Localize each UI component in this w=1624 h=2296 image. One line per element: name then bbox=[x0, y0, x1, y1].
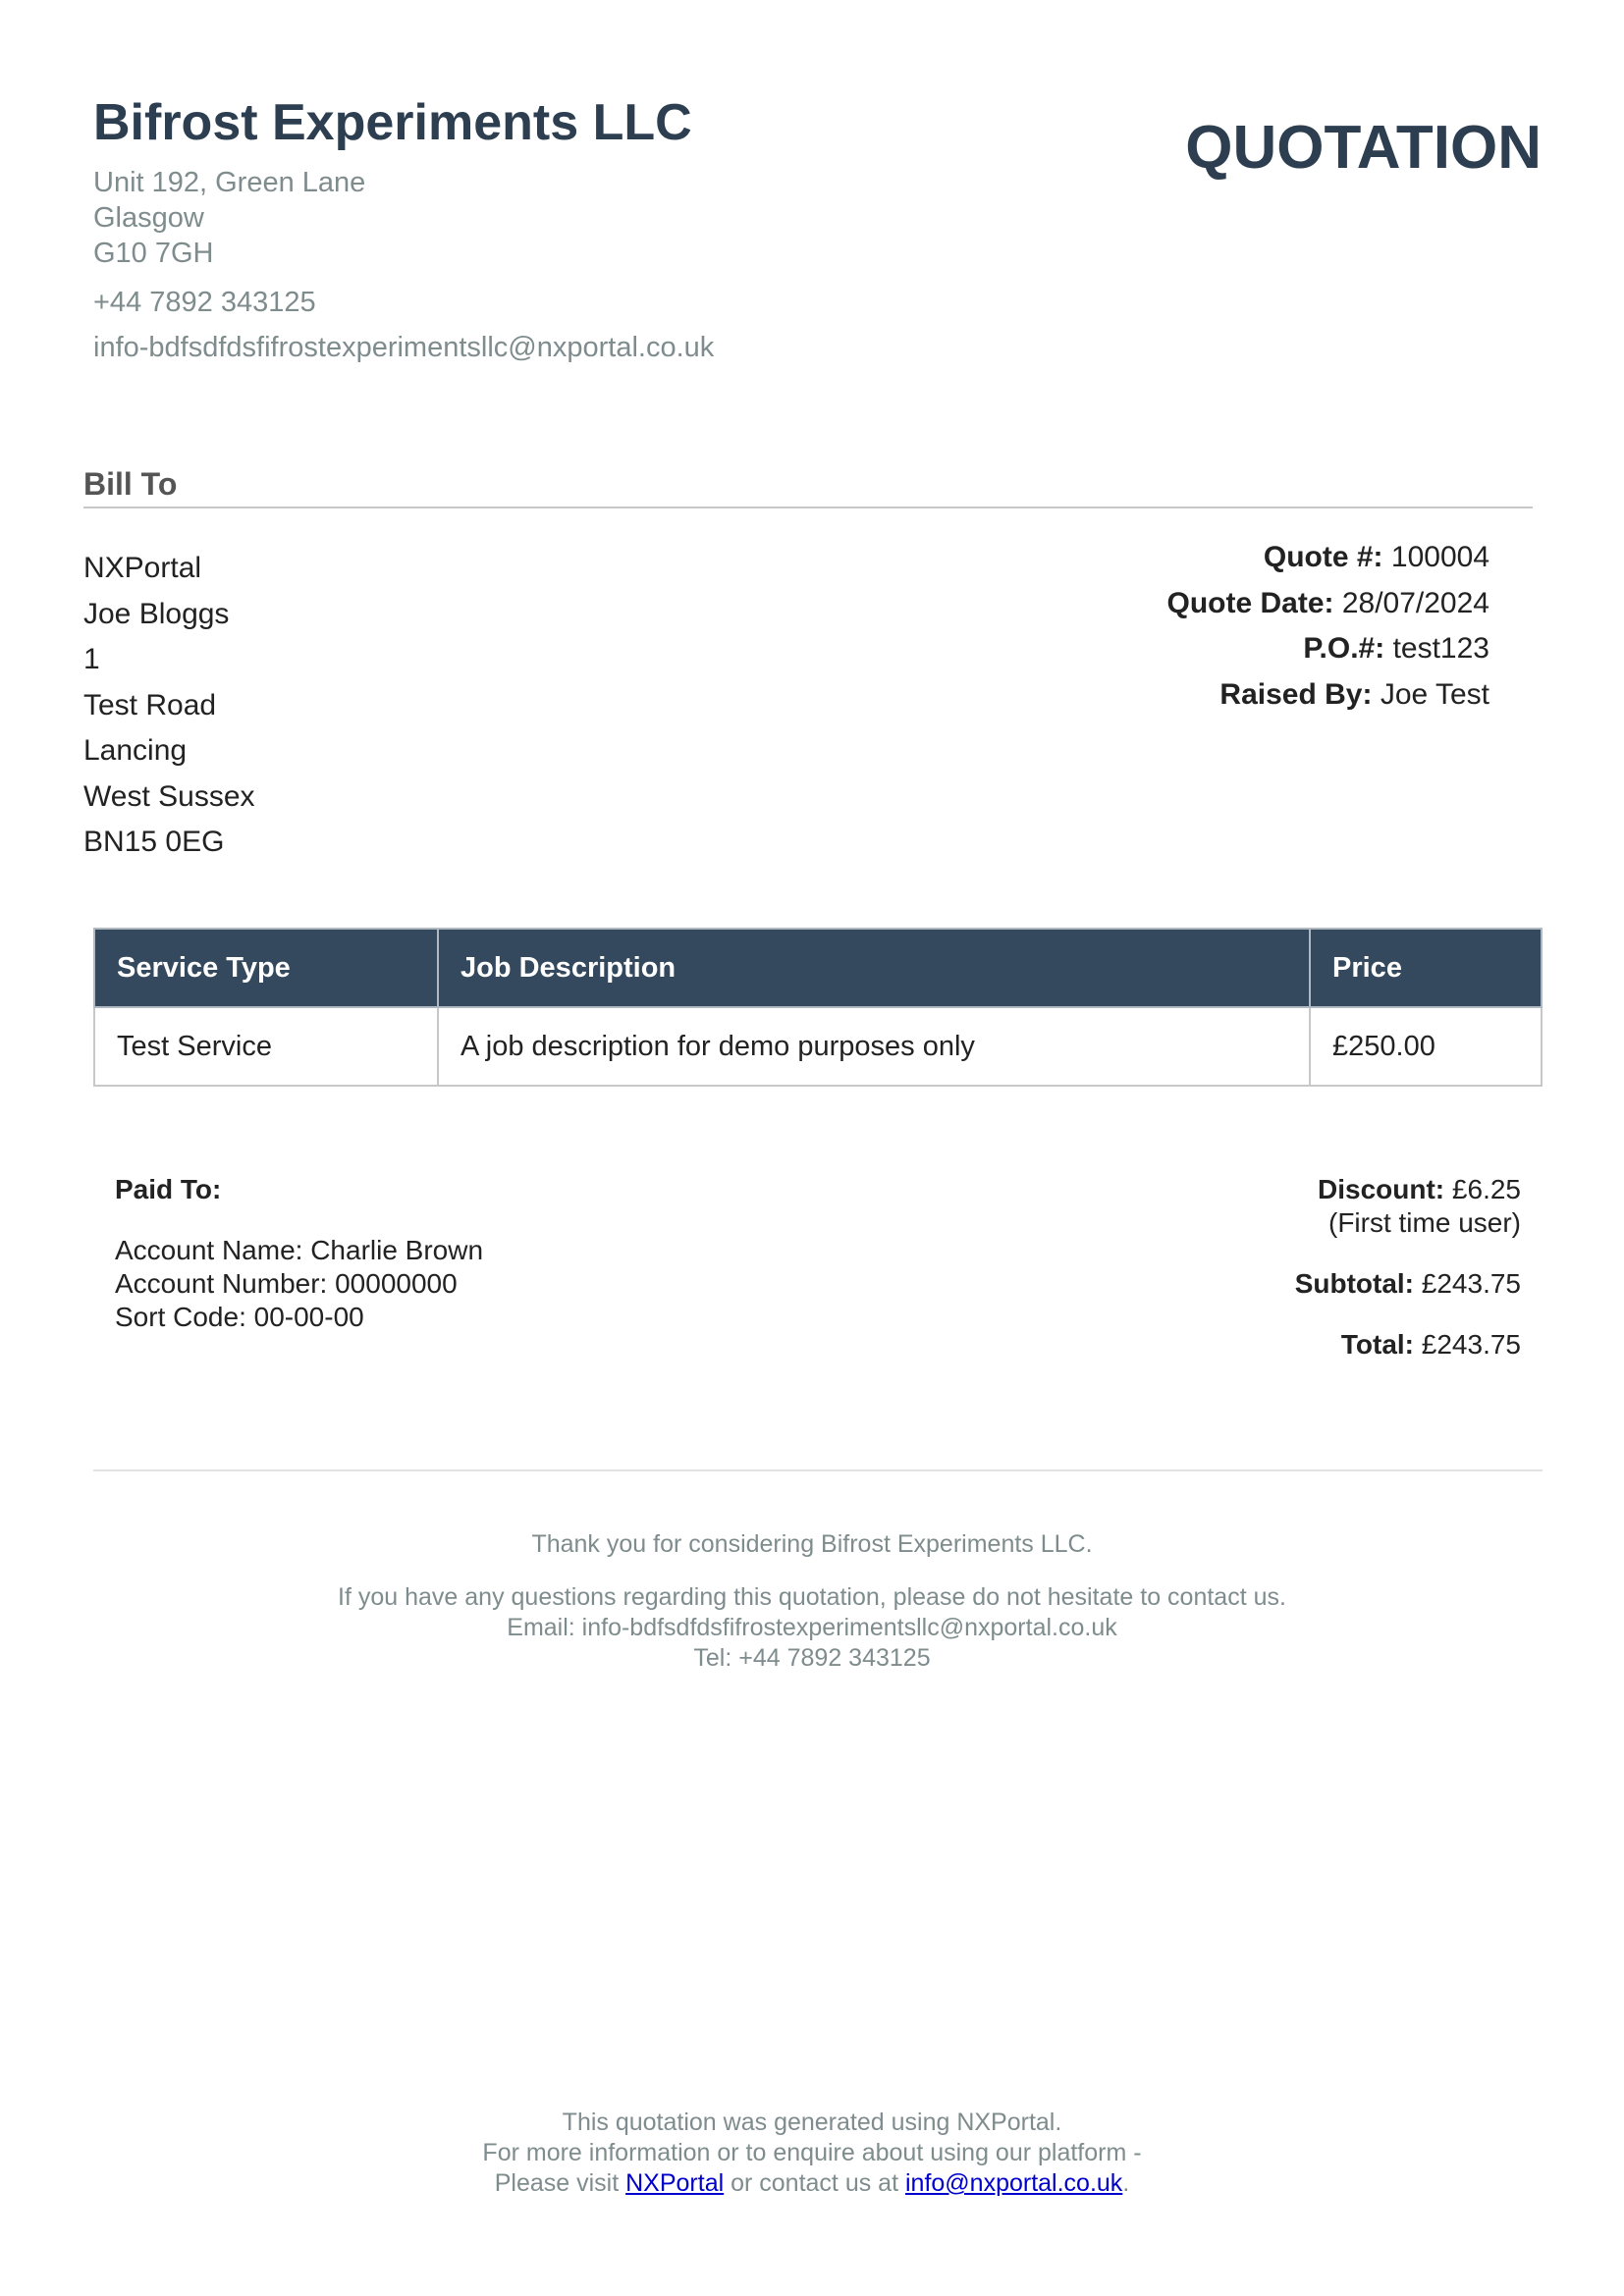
bill-to-line: Joe Bloggs bbox=[83, 597, 230, 630]
company-email: info-bdfsdfdsfifrostexperimentsllc@nxportal.co.uk bbox=[93, 332, 715, 363]
quote-number-value: 100004 bbox=[1390, 541, 1489, 573]
subtotal-label: Subtotal: bbox=[1294, 1268, 1414, 1299]
bill-to-line: Test Road bbox=[83, 688, 217, 721]
bill-to-divider bbox=[83, 507, 1533, 508]
company-contact bbox=[93, 280, 714, 370]
subtotal-row bbox=[1295, 1267, 1521, 1301]
column-header-job-description: Job Description bbox=[438, 929, 1310, 1007]
nxportal-link[interactable]: NXPortal bbox=[625, 2169, 725, 2197]
platform-line-3-prefix: Please visit bbox=[494, 2169, 626, 2197]
bill-to-line: West Sussex bbox=[83, 779, 255, 813]
company-phone: +44 7892 343125 bbox=[93, 287, 316, 318]
quote-number-label: Quote #: bbox=[1263, 541, 1383, 573]
bill-to-line: BN15 0EG bbox=[83, 826, 225, 858]
total-value: £243.75 bbox=[1421, 1329, 1521, 1360]
discount-label: Discount: bbox=[1318, 1174, 1445, 1204]
platform-line-2: For more information or to enquire about using our platform - bbox=[482, 2139, 1142, 2166]
column-header-service-type: Service Type bbox=[94, 929, 438, 1007]
platform-footer bbox=[0, 2108, 1624, 2199]
column-header-price: Price bbox=[1310, 929, 1542, 1007]
platform-line-3-middle: or contact us at bbox=[724, 2169, 905, 2197]
discount-note: (First time user) bbox=[1328, 1207, 1521, 1238]
bill-to-line: 1 bbox=[83, 643, 100, 675]
platform-line-3 bbox=[0, 2168, 1624, 2199]
table-row bbox=[94, 1007, 1542, 1086]
po-number bbox=[1166, 626, 1489, 672]
platform-line-1: This quotation was generated using NXPortal. bbox=[562, 2109, 1062, 2136]
paid-to-block bbox=[115, 1173, 483, 1334]
company-address-line: Glasgow bbox=[93, 202, 204, 234]
quote-number bbox=[1166, 535, 1489, 581]
account-number: Account Number: 00000000 bbox=[115, 1268, 458, 1299]
price-cell: £250.00 bbox=[1310, 1007, 1542, 1086]
footer-divider bbox=[93, 1469, 1543, 1471]
thank-you-block bbox=[0, 1529, 1624, 1674]
account-name: Account Name: Charlie Brown bbox=[115, 1235, 484, 1265]
bill-to-line: NXPortal bbox=[83, 552, 202, 584]
company-address-line: G10 7GH bbox=[93, 238, 214, 269]
total-label: Total: bbox=[1340, 1329, 1414, 1360]
contact-tel-line: Tel: +44 7892 343125 bbox=[693, 1644, 931, 1672]
bill-to-address bbox=[83, 546, 255, 866]
raised-by bbox=[1166, 672, 1489, 719]
service-type-cell: Test Service bbox=[94, 1007, 438, 1086]
po-number-value: test123 bbox=[1392, 632, 1489, 665]
job-description-cell: A job description for demo purposes only bbox=[438, 1007, 1310, 1086]
raised-by-value: Joe Test bbox=[1380, 677, 1489, 711]
company-address bbox=[93, 165, 365, 271]
sort-code: Sort Code: 00-00-00 bbox=[115, 1302, 364, 1332]
nxportal-email-link[interactable]: info@nxportal.co.uk bbox=[904, 2169, 1123, 2197]
table-header-row bbox=[94, 929, 1542, 1007]
po-number-label: P.O.#: bbox=[1303, 632, 1385, 665]
paid-to-heading: Paid To: bbox=[115, 1174, 222, 1204]
contact-email-line: Email: info-bdfsdfdsfifrostexperimentsllc@nxportal.co.uk bbox=[507, 1614, 1117, 1641]
company-name: Bifrost Experiments LLC bbox=[93, 94, 692, 151]
quote-date bbox=[1166, 581, 1489, 627]
company-address-line: Unit 192, Green Lane bbox=[93, 167, 366, 198]
discount-value: £6.25 bbox=[1451, 1174, 1521, 1204]
bill-to-line: Lancing bbox=[83, 734, 188, 767]
quote-date-value: 28/07/2024 bbox=[1341, 586, 1489, 619]
subtotal-value: £243.75 bbox=[1421, 1268, 1521, 1299]
thank-you-line: Thank you for considering Bifrost Experiments LLC. bbox=[531, 1530, 1093, 1558]
platform-line-3-suffix: . bbox=[1122, 2169, 1130, 2197]
totals-block bbox=[1295, 1173, 1521, 1362]
raised-by-label: Raised By: bbox=[1219, 677, 1373, 711]
quote-date-label: Quote Date: bbox=[1166, 586, 1334, 619]
items-table bbox=[93, 928, 1543, 1087]
questions-line: If you have any questions regarding this quotation, please do not hesitate to contact us. bbox=[338, 1583, 1286, 1611]
bill-to-heading: Bill To bbox=[83, 466, 178, 502]
total-row bbox=[1295, 1328, 1521, 1362]
discount-row bbox=[1295, 1173, 1521, 1206]
document-title: QUOTATION bbox=[1185, 114, 1542, 182]
quote-meta bbox=[1166, 535, 1489, 718]
